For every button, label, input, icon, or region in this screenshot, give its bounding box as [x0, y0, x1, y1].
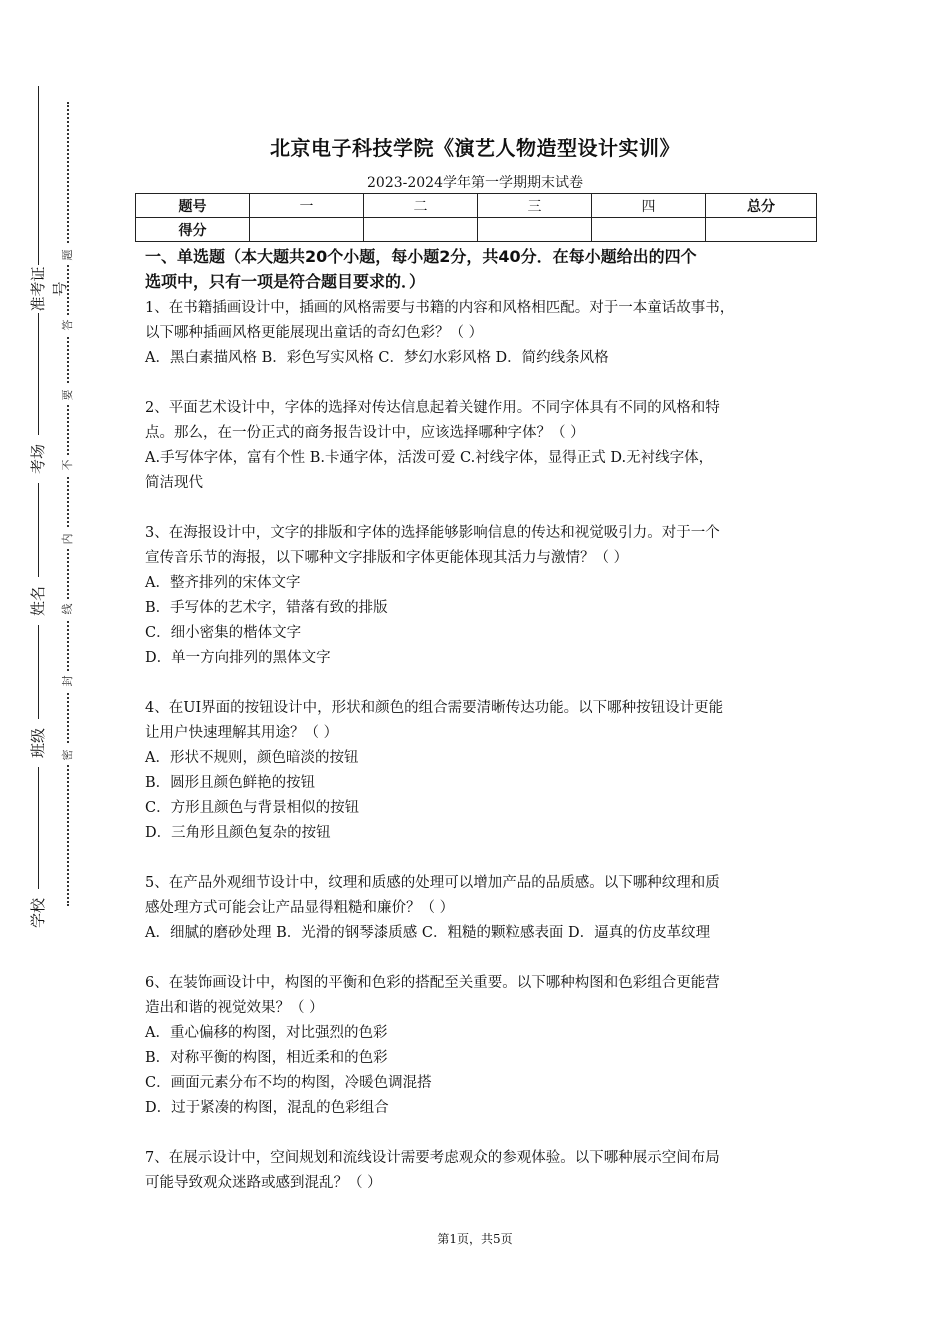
score-table	[135, 193, 817, 242]
exam-room-label: 考场	[27, 435, 49, 483]
question-line: 6、在装饰画设计中，构图的平衡和色彩的搭配至关重要。以下哪种构图和色彩组合更能营	[145, 975, 720, 991]
question-5	[145, 871, 813, 946]
section-heading-line: 选项中，只有一项是符合题目要求的．）	[145, 272, 426, 291]
question-options: 简洁现代	[145, 475, 203, 491]
question-2	[145, 396, 813, 496]
question-7	[145, 1146, 813, 1196]
score-cell: 题号	[136, 194, 250, 218]
score-input-cell[interactable]	[478, 218, 592, 242]
seal-char: 内	[59, 529, 77, 549]
question-line: 1、在书籍插画设计中，插画的风格需要与书籍的内容和风格相匹配。对于一本童话故事书，	[145, 300, 735, 316]
score-cell: 得分	[136, 218, 250, 242]
name-label: 姓名	[27, 577, 49, 625]
class-label: 班级	[27, 719, 49, 767]
question-4	[145, 696, 813, 846]
score-cell: 二	[364, 194, 478, 218]
question-line: 点。那么，在一份正式的商务报告设计中，应该选择哪种字体？（ ）	[145, 425, 585, 441]
score-cell: 一	[250, 194, 364, 218]
exam-number-label: 准考证号	[29, 266, 69, 312]
score-input-cell[interactable]	[706, 218, 817, 242]
question-line: 感处理方式可能会让产品显得粗糙和廉价？（ ）	[145, 900, 455, 916]
question-options: A．黑白素描风格 B．彩色写实风格 C．梦幻水彩风格 D．简约线条风格	[145, 350, 609, 366]
question-line: 5、在产品外观细节设计中，纹理和质感的处理可以增加产品的品质感。以下哪种纹理和质	[145, 875, 720, 891]
question-line: 以下哪种插画风格更能展现出童话的奇幻色彩？（ ）	[145, 325, 484, 341]
score-cell: 三	[478, 194, 592, 218]
option-b: B．手写体的艺术字，错落有致的排版	[145, 600, 388, 616]
option-b: B．圆形且颜色鲜艳的按钮	[145, 775, 316, 791]
question-line: 造出和谐的视觉效果？（ ）	[145, 1000, 324, 1016]
section-heading-line: 一、单选题（本大题共20个小题，每小题2分，共40分．在每小题给出的四个	[145, 247, 697, 266]
score-table-score-row	[136, 218, 817, 242]
question-3	[145, 521, 813, 671]
seal-char: 不	[59, 455, 77, 475]
option-d: D．单一方向排列的黑体文字	[145, 650, 331, 666]
seal-char: 要	[59, 385, 77, 405]
score-input-cell[interactable]	[592, 218, 706, 242]
option-d: D．三角形且颜色复杂的按钮	[145, 825, 331, 841]
seal-char: 答	[59, 315, 77, 335]
question-line: 可能导致观众迷路或感到混乱？（ ）	[145, 1175, 382, 1191]
seal-dotted-line	[67, 102, 69, 906]
question-line: 3、在海报设计中，文字的排版和字体的选择能够影响信息的传达和视觉吸引力。对于一个	[145, 525, 720, 541]
option-d: D．过于紧凑的构图，混乱的色彩组合	[145, 1100, 389, 1116]
score-cell: 总分	[706, 194, 817, 218]
binding-solid-line	[38, 86, 39, 930]
seal-char: 封	[59, 671, 77, 691]
section-heading	[145, 244, 813, 294]
question-6	[145, 971, 813, 1121]
exam-title: 北京电子科技学院《演艺人物造型设计实训》	[270, 136, 680, 160]
option-c: C．画面元素分布不均的构图，冷暖色调混搭	[145, 1075, 432, 1091]
page-footer: 第1页，共5页	[437, 1232, 513, 1246]
question-line: 让用户快速理解其用途？（ ）	[145, 725, 339, 741]
question-1	[145, 296, 813, 371]
option-c: C．方形且颜色与背景相似的按钮	[145, 800, 360, 816]
seal-char: 题	[59, 245, 77, 265]
question-options: A．细腻的磨砂处理 B．光滑的钢琴漆质感 C．粗糙的颗粒感表面 D．逼真的仿皮革纹理	[145, 925, 711, 941]
score-input-cell[interactable]	[364, 218, 478, 242]
question-options: A.手写体字体，富有个性 B.卡通字体，活泼可爱 C.衬线字体，显得正式 D.无衬线字体，	[145, 450, 714, 466]
question-line: 4、在UI界面的按钮设计中，形状和颜色的组合需要清晰传达功能。以下哪种按钮设计更能	[145, 700, 724, 716]
option-a: A．重心偏移的构图，对比强烈的色彩	[145, 1025, 388, 1041]
question-line: 7、在展示设计中，空间规划和流线设计需要考虑观众的参观体验。以下哪种展示空间布局	[145, 1150, 720, 1166]
exam-subtitle: 2023-2024学年第一学期期末试卷	[367, 175, 583, 191]
option-a: A．形状不规则，颜色暗淡的按钮	[145, 750, 359, 766]
option-b: B．对称平衡的构图，相近柔和的色彩	[145, 1050, 388, 1066]
score-cell: 四	[592, 194, 706, 218]
score-table-header-row	[136, 194, 817, 218]
option-a: A．整齐排列的宋体文字	[145, 575, 301, 591]
exam-content	[145, 244, 813, 1221]
score-input-cell[interactable]	[250, 218, 364, 242]
school-label: 学校	[27, 889, 49, 937]
question-line: 宣传音乐节的海报，以下哪种文字排版和字体更能体现其活力与激情？（ ）	[145, 550, 629, 566]
seal-char: 线	[59, 599, 77, 619]
option-c: C．细小密集的楷体文字	[145, 625, 302, 641]
question-line: 2、平面艺术设计中，字体的选择对传达信息起着关键作用。不同字体具有不同的风格和特	[145, 400, 720, 416]
seal-char: 密	[59, 745, 77, 765]
